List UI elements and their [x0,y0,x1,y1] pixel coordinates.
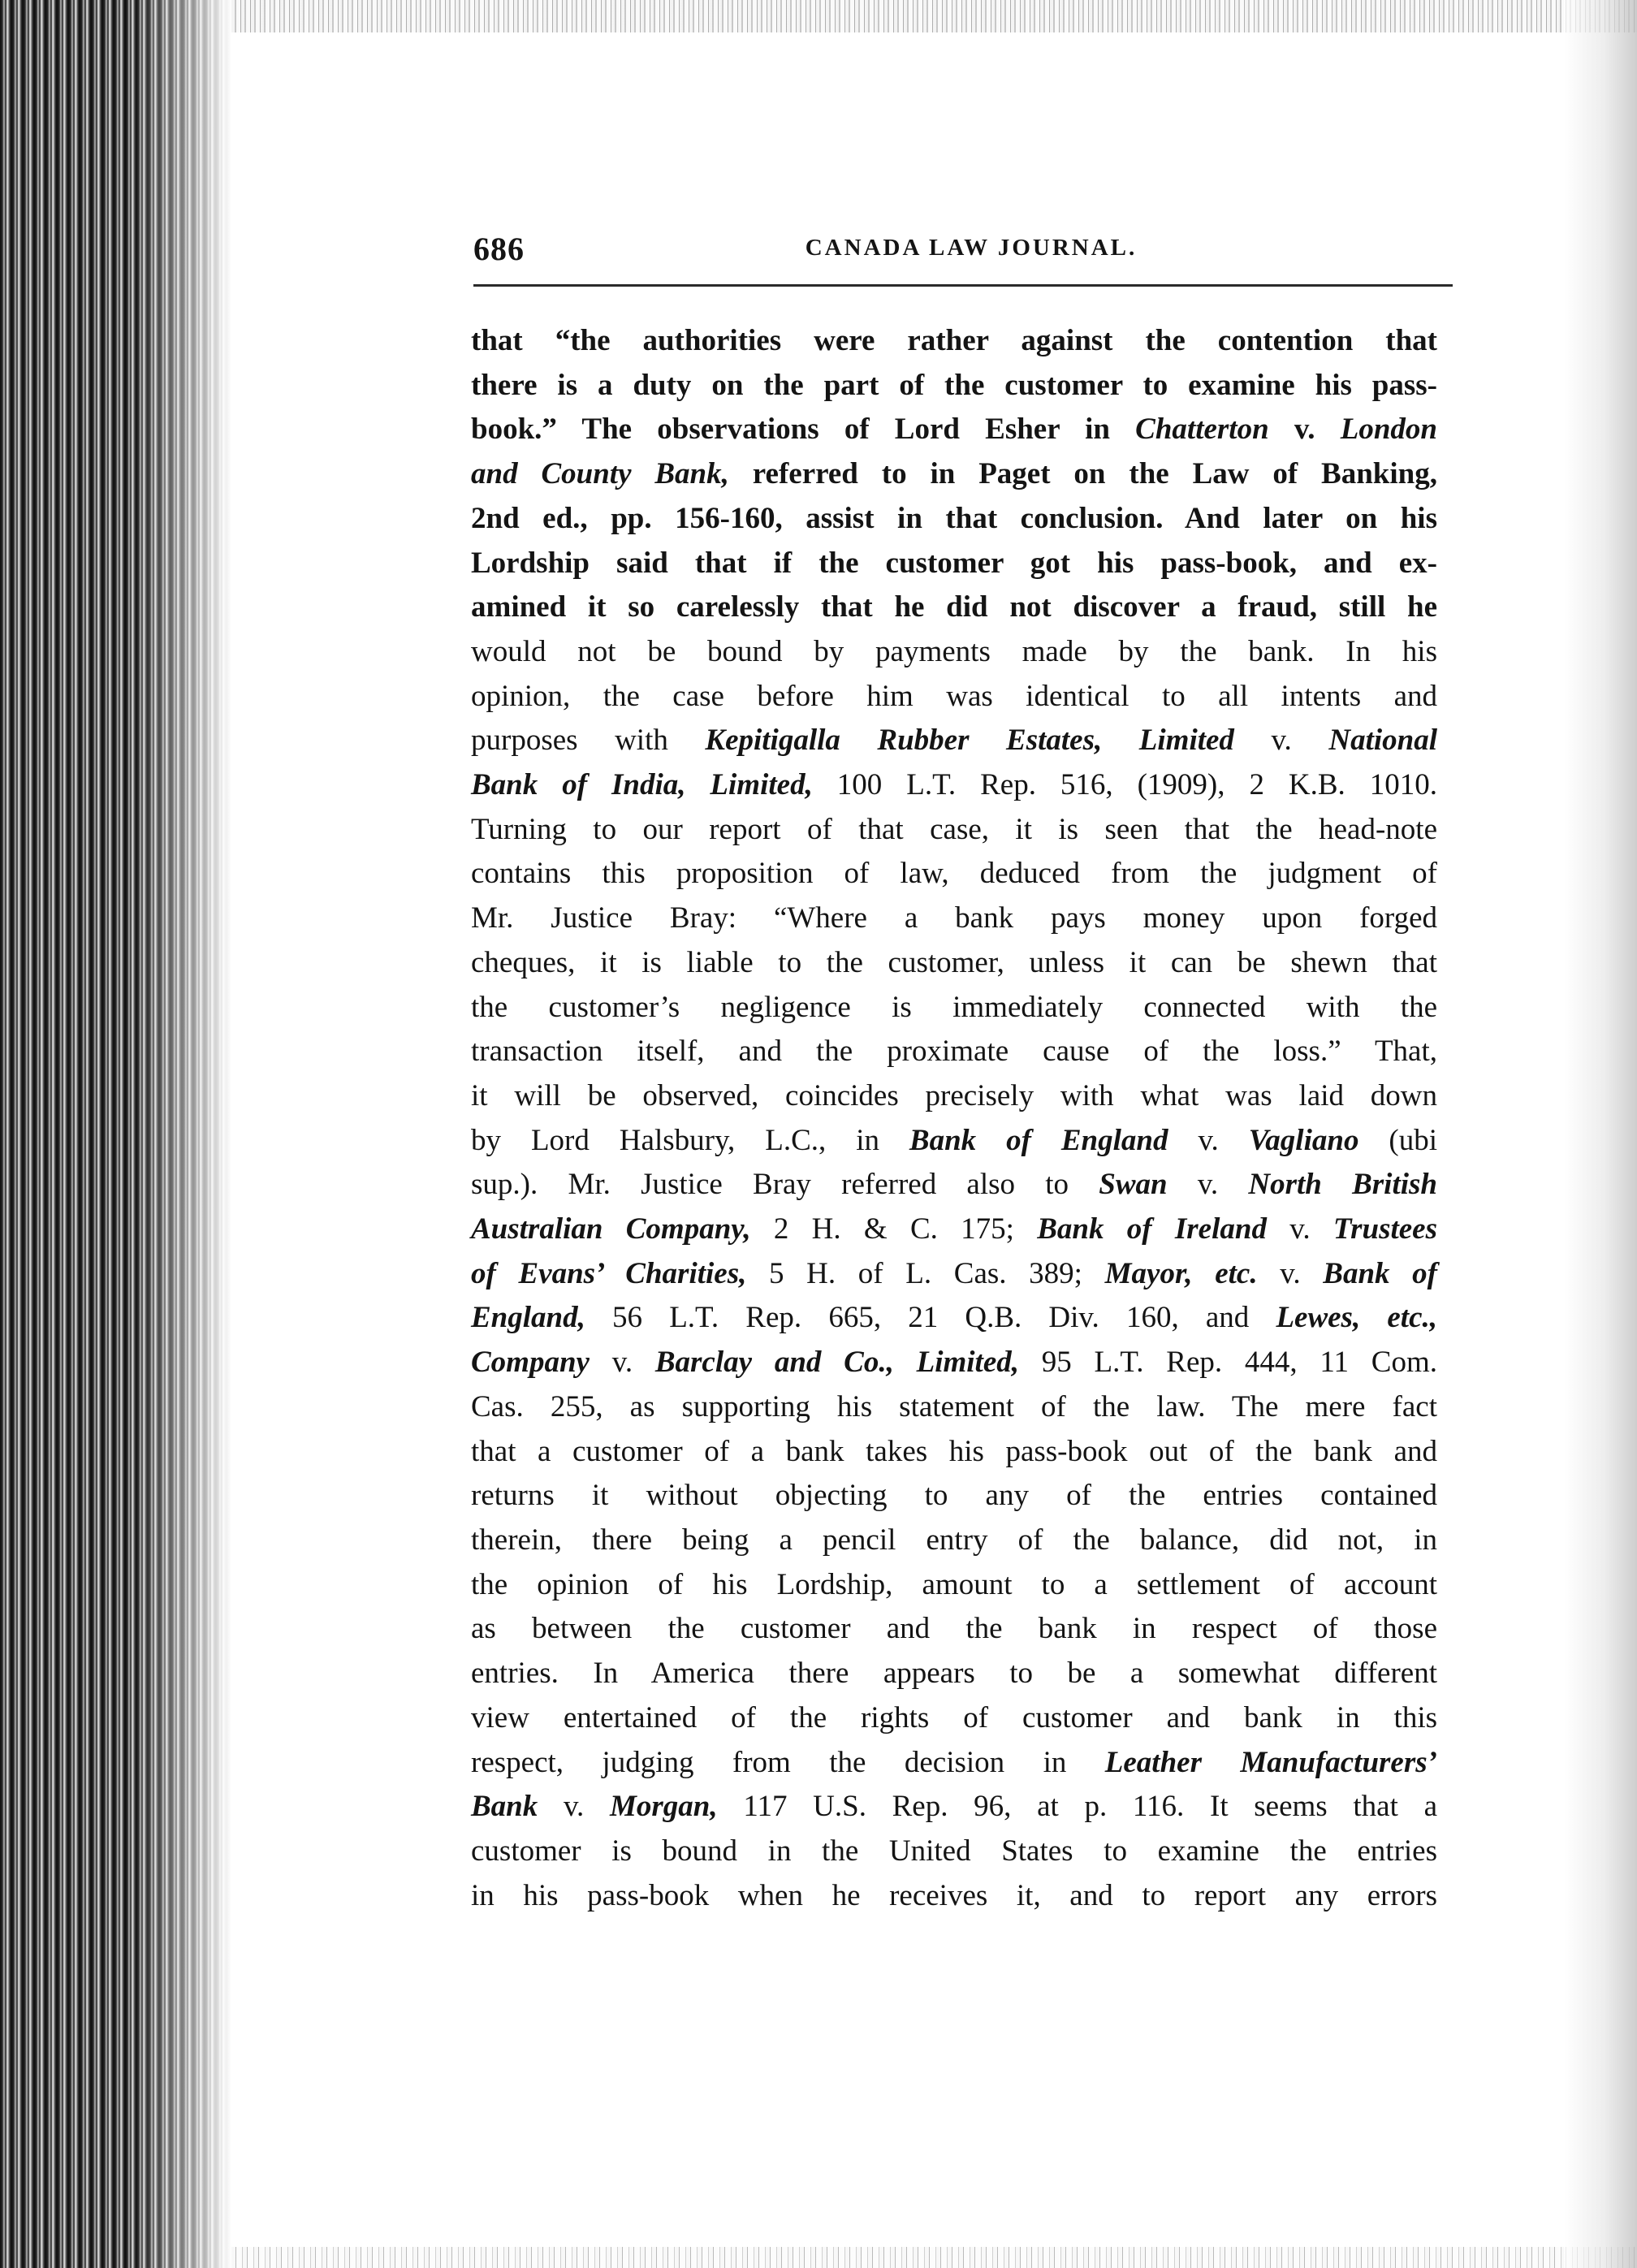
text-run: opinion, the case before him was identical to all intents and [471,679,1437,713]
text-run: contains this proposition of law, deduced from the judgment of [471,857,1437,891]
text-run: Cas. 255, as supporting his statement of the law. The mere fact [471,1389,1437,1423]
scan-right-edge [1564,0,1637,2268]
text-run: that “the authorities were rather against the contention that [471,324,1437,357]
text-line [471,1163,1437,1207]
text-line [471,585,1437,630]
text-run: 56 L.T. Rep. 665, 21 Q.B. Div. 160, and [585,1301,1276,1335]
text-run: it will be observed, coincides precisely with what was laid down [471,1078,1437,1112]
text-run: returns it without objecting to any of the entries contained [471,1479,1437,1513]
case-name: National [1328,724,1437,758]
text-run: that a customer of a bank takes his pass-book out of the bank and [471,1434,1437,1468]
text-run: the opinion of his Lordship, amount to a settlement of account [471,1567,1437,1601]
text-run: 2nd ed., pp. 156-160, assist in that conclusion. And later on his [471,501,1437,535]
case-name: of Evans’ Charities, [471,1256,747,1290]
text-line [471,1207,1437,1252]
text-run: Mr. Justice Bray: “Where a bank pays money upon forged [471,901,1437,935]
text-run: in his pass-book when he receives it, and to report any errors [471,1878,1437,1912]
text-run: v. [1257,1256,1324,1290]
text-line [471,364,1437,408]
scan-binding-shadow [0,0,231,2268]
text-line [471,986,1437,1030]
case-name: Trustees [1332,1212,1437,1246]
text-line [471,1652,1437,1696]
text-line [471,1696,1437,1741]
case-name: Bank of Ireland [1037,1212,1267,1246]
text-run: purposes with [471,724,706,758]
text-run: book.” The observations of Lord Esher in [471,413,1136,447]
case-name: Bank of England [909,1123,1168,1157]
case-name: and County Bank, [471,457,729,491]
text-run: view entertained of the rights of customer and bank in this [471,1700,1437,1734]
case-name: Bank [471,1790,538,1824]
text-run: by Lord Halsbury, L.C., in [471,1123,909,1157]
text-line [471,319,1437,364]
header-rule [473,284,1453,287]
text-line [471,630,1437,675]
text-line [471,763,1437,808]
page-header [473,230,1453,279]
text-run: therein, there being a pencil entry of the balance, did not, in [471,1523,1437,1557]
text-run: v. [1266,1212,1333,1246]
text-line [471,1341,1437,1385]
text-run: (ubi [1358,1123,1437,1157]
text-run: v. [589,1346,655,1380]
case-name: England, [471,1301,585,1335]
case-name: Barclay and Co., Limited, [654,1346,1020,1380]
text-run: amined it so carelessly that he did not discover a fraud, still he [471,590,1437,624]
text-line [471,1785,1437,1830]
text-run: 117 U.S. Rep. 96, at p. 116. It seems that a [717,1790,1437,1824]
text-line [471,542,1437,586]
case-name: Lewes, etc., [1276,1301,1437,1335]
text-run: v. [1167,1168,1249,1202]
case-name: Company [471,1346,590,1380]
text-line [471,1385,1437,1430]
text-run: the customer’s negligence is immediately connected with the [471,990,1437,1024]
text-line [471,1074,1437,1119]
text-line [471,675,1437,719]
text-run: transaction itself, and the proximate cause of the loss.” That, [471,1035,1437,1069]
text-line [471,1607,1437,1652]
text-line [471,1474,1437,1518]
text-line [471,1119,1437,1164]
text-run: entries. In America there appears to be a somewhat different [471,1657,1437,1691]
text-line [471,1296,1437,1341]
text-run: referred to in Paget on the Law of Banking, [728,457,1437,491]
running-head: CANADA LAW JOURNAL. [805,235,1138,261]
text-line [471,1030,1437,1074]
text-run: v. [1168,1123,1249,1157]
text-run: there is a duty on the part of the customer to examine his pass- [471,368,1437,402]
case-name: London [1340,413,1437,447]
case-name: Vagliano [1248,1123,1359,1157]
text-run: cheques, it is liable to the customer, unless it can be shewn that [471,945,1437,979]
text-line [471,497,1437,542]
text-line [471,1741,1437,1786]
case-name: Australian Company, [471,1212,751,1246]
text-line [471,1252,1437,1297]
text-run: respect, judging from the decision in [471,1745,1105,1779]
case-name: North British [1248,1168,1437,1202]
scan-bottom-edge [231,2247,1637,2268]
case-name: Bank of India, Limited, [471,768,813,802]
case-name: Chatterton [1135,413,1269,447]
text-run: 95 L.T. Rep. 444, 11 Com. [1019,1346,1437,1380]
text-line [471,808,1437,853]
text-line [471,452,1437,497]
text-run: customer is bound in the United States to examine the entries [471,1834,1437,1868]
case-name: Mayor, etc. [1104,1256,1258,1290]
text-line [471,719,1437,763]
text-line [471,852,1437,896]
text-run: 2 H. & C. 175; [750,1212,1038,1246]
body-text [471,319,1437,1918]
text-line [471,941,1437,986]
text-run: 100 L.T. Rep. 516, (1909), 2 K.B. 1010. [812,768,1437,802]
text-line [471,1430,1437,1475]
text-run: sup.). Mr. Justice Bray referred also to [471,1168,1099,1202]
case-name: Swan [1099,1168,1168,1202]
text-line [471,1563,1437,1608]
text-line [471,1830,1437,1874]
text-line [471,1518,1437,1563]
text-line [471,1874,1437,1919]
case-name: Morgan, [610,1790,718,1824]
text-run: Turning to our report of that case, it is seen that the head-note [471,812,1437,846]
text-run: would not be bound by payments made by the bank. In his [471,634,1437,668]
text-line [471,408,1437,452]
text-run: as between the customer and the bank in respect of those [471,1612,1437,1646]
text-run: v. [538,1790,610,1824]
scan-top-edge [231,0,1637,32]
text-run: Lordship said that if the customer got his pass-book, and ex- [471,546,1437,580]
case-name: Kepitigalla Rubber Estates, Limited [705,724,1234,758]
page-number: 686 [473,231,525,267]
text-line [471,896,1437,941]
text-run: v. [1268,413,1341,447]
case-name: Bank of [1323,1256,1437,1290]
text-run: 5 H. of L. Cas. 389; [746,1256,1105,1290]
case-name: Leather Manufacturers’ [1104,1745,1437,1779]
text-run: v. [1233,724,1329,758]
